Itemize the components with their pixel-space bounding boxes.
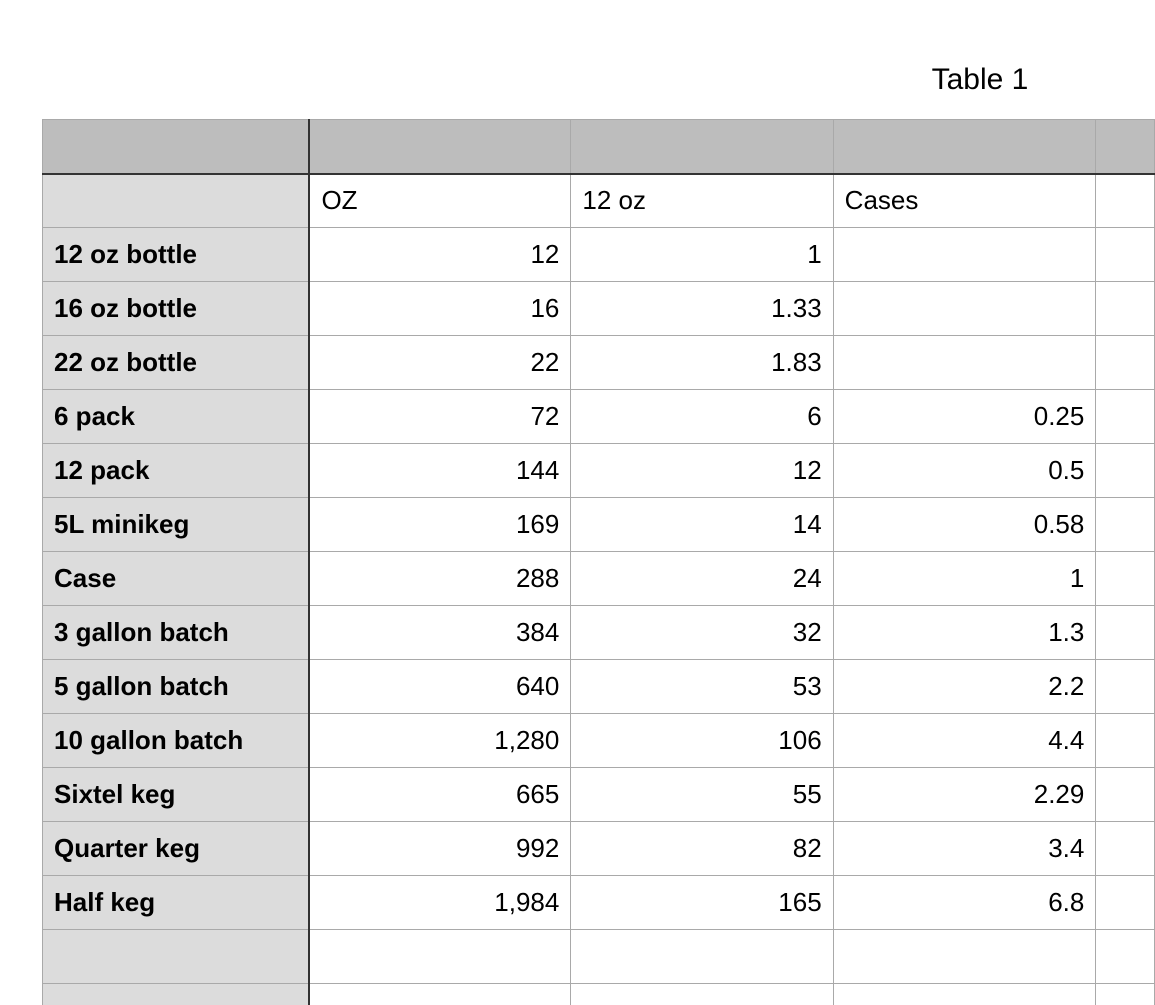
row-label[interactable]: 5 gallon batch [43,660,310,714]
cell-cases[interactable] [833,336,1096,390]
cell-12oz[interactable]: 12 [571,444,833,498]
row-label[interactable]: 3 gallon batch [43,606,310,660]
cell-12oz[interactable] [571,930,833,984]
cell-oz[interactable]: 1,280 [309,714,570,768]
column-header[interactable]: Cases [833,174,1096,228]
cell-extra[interactable] [1096,390,1155,444]
cell-12oz[interactable]: 82 [571,822,833,876]
cell-cases[interactable] [833,930,1096,984]
row-label[interactable]: Case [43,552,310,606]
cell-extra[interactable] [1096,552,1155,606]
cell-12oz[interactable]: 1.83 [571,336,833,390]
cell-cases[interactable]: 0.25 [833,390,1096,444]
cell-12oz[interactable]: 6 [571,390,833,444]
table-row [43,282,1155,336]
cell-cases[interactable]: 0.5 [833,444,1096,498]
column-header[interactable]: OZ [309,174,570,228]
table-row [43,822,1155,876]
column-header[interactable] [1096,174,1155,228]
cell-oz[interactable]: 22 [309,336,570,390]
cell-cases[interactable]: 3.4 [833,822,1096,876]
cell-12oz[interactable] [571,984,833,1005]
cell-cases[interactable]: 2.2 [833,660,1096,714]
table-row [43,714,1155,768]
header-band-cell[interactable] [309,120,570,174]
header-band-cell[interactable] [571,120,833,174]
table-row [43,498,1155,552]
cell-12oz[interactable]: 165 [571,876,833,930]
table-row [43,228,1155,282]
cell-extra[interactable] [1096,336,1155,390]
row-label[interactable]: 12 oz bottle [43,228,310,282]
table-row [43,390,1155,444]
cell-oz[interactable]: 384 [309,606,570,660]
row-label[interactable] [43,930,310,984]
row-label[interactable]: 22 oz bottle [43,336,310,390]
header-band-cell[interactable] [833,120,1096,174]
cell-extra[interactable] [1096,930,1155,984]
cell-cases[interactable]: 1.3 [833,606,1096,660]
cell-oz[interactable]: 72 [309,390,570,444]
cell-oz[interactable]: 12 [309,228,570,282]
cell-extra[interactable] [1096,714,1155,768]
cell-oz[interactable] [309,930,570,984]
cell-cases[interactable]: 1 [833,552,1096,606]
cell-extra[interactable] [1096,768,1155,822]
table-row [43,336,1155,390]
header-band-cell[interactable] [1096,120,1155,174]
table-row [43,660,1155,714]
cell-12oz[interactable]: 24 [571,552,833,606]
table-title[interactable]: Table 1 [931,63,1029,96]
cell-12oz[interactable]: 1 [571,228,833,282]
cell-extra[interactable] [1096,606,1155,660]
table-row [43,444,1155,498]
table-row [43,930,1155,984]
row-label[interactable]: 16 oz bottle [43,282,310,336]
cell-oz[interactable]: 16 [309,282,570,336]
data-table [42,119,1155,1005]
row-label[interactable] [43,984,310,1005]
cell-extra[interactable] [1096,228,1155,282]
table-row [43,876,1155,930]
cell-12oz[interactable]: 53 [571,660,833,714]
table-row [43,984,1155,1005]
cell-extra[interactable] [1096,984,1155,1005]
cell-oz[interactable]: 640 [309,660,570,714]
cell-cases[interactable] [833,282,1096,336]
table-row [43,768,1155,822]
cell-oz[interactable]: 144 [309,444,570,498]
row-label[interactable]: 5L minikeg [43,498,310,552]
column-label-corner[interactable] [43,174,310,228]
header-band-row [43,120,1155,174]
header-band-corner[interactable] [43,120,310,174]
row-label[interactable]: 6 pack [43,390,310,444]
row-label[interactable]: 10 gallon batch [43,714,310,768]
column-header[interactable]: 12 oz [571,174,833,228]
cell-cases[interactable] [833,228,1096,282]
cell-12oz[interactable]: 1.33 [571,282,833,336]
row-label[interactable]: Quarter keg [43,822,310,876]
cell-extra[interactable] [1096,876,1155,930]
cell-cases[interactable]: 6.8 [833,876,1096,930]
table-row [43,552,1155,606]
cell-oz[interactable]: 169 [309,498,570,552]
cell-cases[interactable]: 4.4 [833,714,1096,768]
cell-12oz[interactable]: 55 [571,768,833,822]
cell-cases[interactable]: 2.29 [833,768,1096,822]
row-label[interactable]: Half keg [43,876,310,930]
cell-extra[interactable] [1096,498,1155,552]
cell-12oz[interactable]: 32 [571,606,833,660]
cell-oz[interactable]: 288 [309,552,570,606]
cell-cases[interactable] [833,984,1096,1005]
cell-oz[interactable]: 1,984 [309,876,570,930]
cell-oz[interactable]: 665 [309,768,570,822]
cell-12oz[interactable]: 106 [571,714,833,768]
row-label[interactable]: 12 pack [43,444,310,498]
cell-extra[interactable] [1096,444,1155,498]
column-label-row [43,174,1155,228]
table-row [43,606,1155,660]
cell-oz[interactable] [309,984,570,1005]
cell-oz[interactable]: 992 [309,822,570,876]
cell-extra[interactable] [1096,822,1155,876]
cell-extra[interactable] [1096,282,1155,336]
cell-extra[interactable] [1096,660,1155,714]
cell-cases[interactable]: 0.58 [833,498,1096,552]
row-label[interactable]: Sixtel keg [43,768,310,822]
cell-12oz[interactable]: 14 [571,498,833,552]
